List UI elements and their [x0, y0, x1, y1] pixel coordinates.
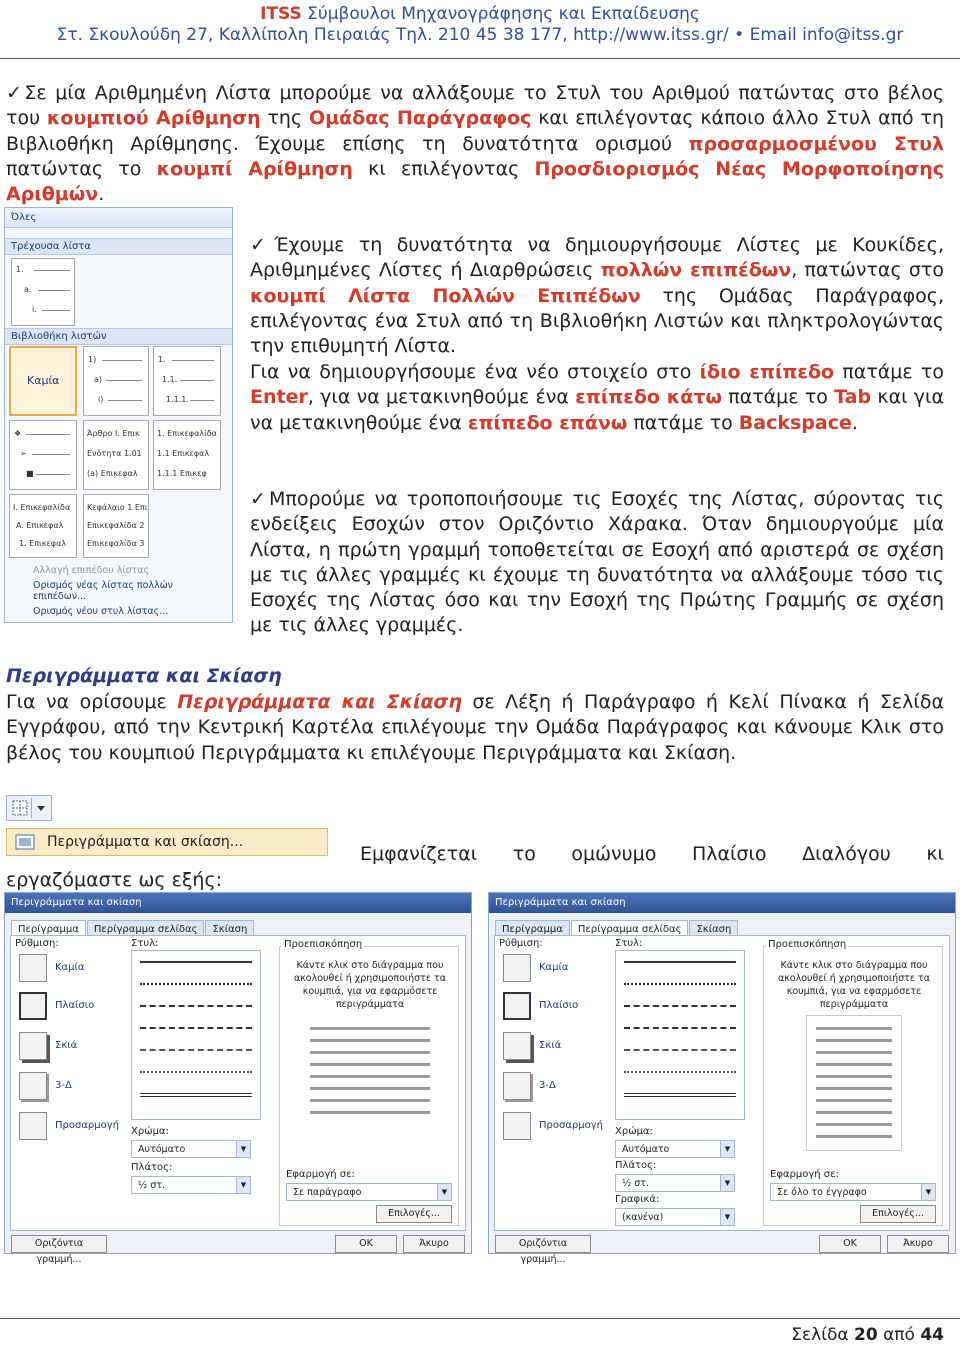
apply-to-select[interactable]: Σε όλο το έγγραφο ▼: [770, 1183, 936, 1201]
setting-label: Ρύθμιση:: [499, 938, 543, 949]
paragraph-list-indents: ✓Μπορούμε να τροποποιήσουμε τις Εσοχές της Λίστας, σύροντας τις ενδείξεις Εσοχών στον Οριζόντιο Χάρακα. Όταν δημιουργούμε μία Λίστα, η πρώτη γραμμή τοποθετείται σε Εσοχή από αριστερά σε σχέση με τις άλλες γραμμές κι έχουμε τη δυνατότητα να αλλάξουμε τόσο τις Εσοχές της Λίστας όσο και την Εσοχή της Πρώτης Γραμμής σε σχέση με τις άλλες γραμμές.: [250, 488, 944, 637]
width-select[interactable]: ½ στ. ▼: [615, 1174, 735, 1192]
setting-label: Ρύθμιση:: [15, 938, 59, 949]
tab-shading[interactable]: Σκίαση: [205, 920, 254, 938]
preview-pane: [279, 939, 459, 1226]
preview-instructions: Κάντε κλικ στο διάγραμμα που ακολουθεί ή χρησιμοποιήστε τα κουμπιά, για να εφαρμόσετε περιγράμματα: [777, 960, 931, 1010]
define-new-list-style[interactable]: Ορισμός νέου στυλ λίστας...: [33, 606, 169, 617]
page-total: 44: [920, 1325, 944, 1345]
brand-name: ITSS: [260, 4, 302, 24]
art-select[interactable]: (κανένα) ▼: [615, 1208, 735, 1226]
style-label: Στυλ:: [131, 938, 159, 949]
preview-label: Προεπισκόπηση: [284, 939, 363, 950]
setting-box[interactable]: Πλαίσιο: [539, 1000, 579, 1011]
ok-button[interactable]: OK: [819, 1235, 881, 1253]
paragraph-list-levels: Για να δημιουργήσουμε ένα νέο στοιχείο στο ίδιο επίπεδο πατάμε το Enter, για να μετακινηθούμε ένα επίπεδο κάτω πατάμε το Tab και για να μετακινηθούμε ένα επίπεδο επάνω πατάμε το Backspace.: [250, 361, 944, 434]
page-header: ITSS Σύμβουλοι Μηχανογράφησης και Εκπαίδευσης Στ. Σκουλούδη 27, Καλλίπολη Πειραιάς Τηλ. 210 45 38 177, http://www.itss.gr/ • Email info@itss.gr: [56, 4, 904, 45]
color-label: Χρώμα:: [131, 1126, 169, 1137]
setting-custom[interactable]: Προσαρμογή: [539, 1120, 603, 1131]
define-new-multilevel-list[interactable]: Ορισμός νέας λίστας πολλών επιπέδων...: [33, 580, 173, 602]
width-select[interactable]: ½ στ. ▼: [131, 1176, 251, 1194]
chevron-down-icon: ▼: [437, 1184, 451, 1200]
gallery-filter[interactable]: Όλες: [5, 208, 232, 228]
chevron-down-icon: ▼: [720, 1141, 734, 1157]
width-label: Πλάτος:: [131, 1162, 173, 1173]
options-button[interactable]: Επιλογές...: [376, 1205, 452, 1223]
list-style-chapter[interactable]: Κεφάλαιο 1 Επι Επικεφαλίδα 2 Επικεφαλίδα 3: [83, 494, 149, 558]
apply-to-select[interactable]: Σε παράγραφο ▼: [286, 1183, 452, 1201]
paragraph-multilevel-list: ✓Έχουμε τη δυνατότητα να δημιουργήσουμε Λίστες με Κουκίδες, Αριθμημένες Λίστες ή Διαρθρώσεις πολλών επιπέδων, πατώντας στο κουμπί Λίστα Πολλών Επιπέδων της Ομάδας Παράγραφος, επιλέγοντας ένα Στυλ από τη Βιβλιοθήκη Λιστών και πληκτρολογώντας την επιθυμητή Λίστα.: [250, 234, 944, 358]
page-footer: Σελίδα 20 από 44: [791, 1325, 944, 1345]
setting-shadow[interactable]: Σκιά: [55, 1040, 78, 1051]
borders-dialog: [4, 892, 472, 1265]
art-label: Γραφικά:: [615, 1194, 660, 1205]
page-border-dialog: [488, 892, 956, 1265]
setting-box[interactable]: Πλαίσιο: [55, 1000, 95, 1011]
horizontal-line-button[interactable]: Οριζόντια γραμμή...: [495, 1235, 591, 1253]
ok-button[interactable]: OK: [335, 1235, 397, 1253]
color-label: Χρώμα:: [615, 1126, 653, 1137]
preview-instructions: Κάντε κλικ στο διάγραμμα που ακολουθεί ή χρησιμοποιήστε τα κουμπιά, για να εφαρμόσετε περιγράμματα: [293, 960, 447, 1010]
header-rule: [0, 58, 960, 59]
setting-3d-icon[interactable]: [503, 1072, 531, 1100]
tab-borders[interactable]: Περίγραμμα: [11, 920, 86, 938]
list-style-decimal[interactable]: 1. 1.1. 1.1.1.: [153, 346, 221, 416]
dialog-title: Περιγράμματα και σκίαση: [489, 893, 955, 913]
menu-item-label: Περιγράμματα και σκίαση...: [47, 834, 244, 850]
tab-page-border[interactable]: Περίγραμμα σελίδας: [87, 920, 205, 938]
setting-shadow-icon[interactable]: [19, 1032, 47, 1060]
tab-page-border[interactable]: Περίγραμμα σελίδας: [571, 920, 689, 938]
chevron-down-icon: ▼: [720, 1175, 734, 1191]
style-list[interactable]: [615, 950, 745, 1120]
apply-to-label: Εφαρμογή σε:: [770, 1169, 839, 1180]
header-email: Email info@itss.gr: [749, 25, 904, 45]
setting-none-icon[interactable]: [503, 954, 531, 982]
borders-shading-icon: [15, 834, 35, 850]
borders-and-shading-menu-item[interactable]: [6, 828, 328, 856]
preview-label: Προεπισκόπηση: [768, 939, 847, 950]
paragraph-dialog-intro: Εμφανίζεται το ομώνυμο Πλαίσιο Διαλόγου κι: [360, 843, 944, 865]
setting-shadow[interactable]: Σκιά: [539, 1040, 562, 1051]
paragraph-borders-shading: Για να ορίσουμε Περιγράμματα και Σκίαση σε Λέξη ή Παράγραφο ή Κελί Πίνακα ή Σελίδα Εγγράφου, από την Κεντρική Καρτέλα επιλέγουμε την Ομάδα Παράγραφος και κάνουμε Κλικ στο βέλος του κουμπιού Περιγράμματα κι επιλέγουμε Περιγράμματα και Σκίαση.: [6, 691, 945, 764]
section-heading: Περιγράμματα και Σκίαση: [6, 665, 282, 687]
setting-none[interactable]: Καμία: [55, 962, 85, 973]
page-number: 20: [854, 1325, 878, 1345]
paragraph-numbering-style: ✓Σε μία Αριθμημένη Λίστα μπορούμε να αλλάξουμε το Στυλ του Αριθμού πατώντας στο βέλος του κουμπιού Αρίθμηση της Ομάδας Παράγραφος και επιλέγοντας κάποιο άλλο Στυλ από τη Βιβλιοθήκη Αρίθμησης. Έχουμε επίσης τη δυνατότητα ορισμού προσαρμοσμένου Στυλ πατώντας το κουμπί Αρίθμηση κι επιλέγοντας Προσδιορισμός Νέας Μορφοποίησης Αριθμών.: [6, 82, 945, 206]
cancel-button[interactable]: Άκυρο: [887, 1235, 949, 1253]
borders-button[interactable]: [6, 795, 52, 821]
width-label: Πλάτος:: [615, 1160, 657, 1171]
list-style-roman[interactable]: I. Επικεφαλίδα A. Επικεφαλ 1. Επικεφαλ: [9, 494, 77, 558]
chevron-down-icon: ▼: [720, 1209, 734, 1225]
cancel-button[interactable]: Άκυρο: [403, 1235, 465, 1253]
list-style-parenthesis[interactable]: 1) a) i): [83, 346, 149, 416]
dialog-title: Περιγράμματα και σκίαση: [5, 893, 471, 913]
apply-to-label: Εφαρμογή σε:: [286, 1169, 355, 1180]
list-style-none[interactable]: Καμία: [9, 346, 77, 416]
paragraph-dialog-intro-end: εργαζόμαστε ως εξής:: [6, 869, 223, 891]
style-label: Στυλ:: [615, 938, 643, 949]
list-library-heading: Βιβλιοθήκη λιστών: [5, 328, 232, 345]
list-style-article[interactable]: Άρθρο I. Επικ Ενότητα 1.01 (a) Επικεφαλ: [83, 420, 149, 490]
setting-shadow-icon[interactable]: [503, 1032, 531, 1060]
preview-pane: [763, 939, 943, 1226]
change-list-level[interactable]: Αλλαγή επιπέδου λίστας: [33, 565, 150, 576]
header-address: Στ. Σκουλούδη 27, Καλλίπολη Πειραιάς Τηλ. 210 45 38 177, http://www.itss.gr/: [56, 25, 729, 45]
setting-3d-icon[interactable]: [19, 1072, 47, 1100]
setting-custom-icon[interactable]: [503, 1112, 531, 1140]
setting-custom[interactable]: Προσαρμογή: [55, 1120, 119, 1131]
setting-3d[interactable]: 3-Δ: [55, 1080, 72, 1091]
setting-3d[interactable]: 3-Δ: [539, 1080, 556, 1091]
setting-custom-icon[interactable]: [19, 1112, 47, 1140]
tab-borders[interactable]: Περίγραμμα: [495, 920, 570, 938]
setting-none-icon[interactable]: [19, 954, 47, 982]
setting-none[interactable]: Καμία: [539, 962, 569, 973]
setting-box-icon[interactable]: [503, 992, 531, 1020]
footer-rule: [0, 1318, 960, 1319]
tab-shading[interactable]: Σκίαση: [689, 920, 738, 938]
chevron-down-icon: ▼: [921, 1184, 935, 1200]
header-title: Σύμβουλοι Μηχανογράφησης και Εκπαίδευσης: [307, 4, 700, 24]
color-select[interactable]: Αυτόματο ▼: [615, 1140, 735, 1158]
current-list-item[interactable]: 1. a. i.: [11, 258, 75, 326]
chevron-down-icon: ▼: [236, 1141, 250, 1157]
horizontal-line-button[interactable]: Οριζόντια γραμμή...: [11, 1235, 107, 1253]
current-list-heading: Τρέχουσα λίστα: [5, 238, 232, 255]
list-style-heading-decimal[interactable]: 1. Επικεφαλίδα 1.1 Επικεφαλ 1.1.1 Επικεφ: [153, 420, 221, 490]
list-style-bullets[interactable]: ❖ ➢ ■: [9, 420, 77, 490]
setting-box-icon[interactable]: [19, 992, 47, 1020]
color-select[interactable]: Αυτόματο ▼: [131, 1140, 251, 1158]
options-button[interactable]: Επιλογές...: [860, 1205, 936, 1223]
borders-icon: [7, 796, 51, 820]
page-preview: [806, 1015, 902, 1151]
multilevel-list-gallery: [4, 207, 233, 623]
chevron-down-icon: ▼: [236, 1177, 250, 1193]
style-list[interactable]: [131, 950, 261, 1120]
